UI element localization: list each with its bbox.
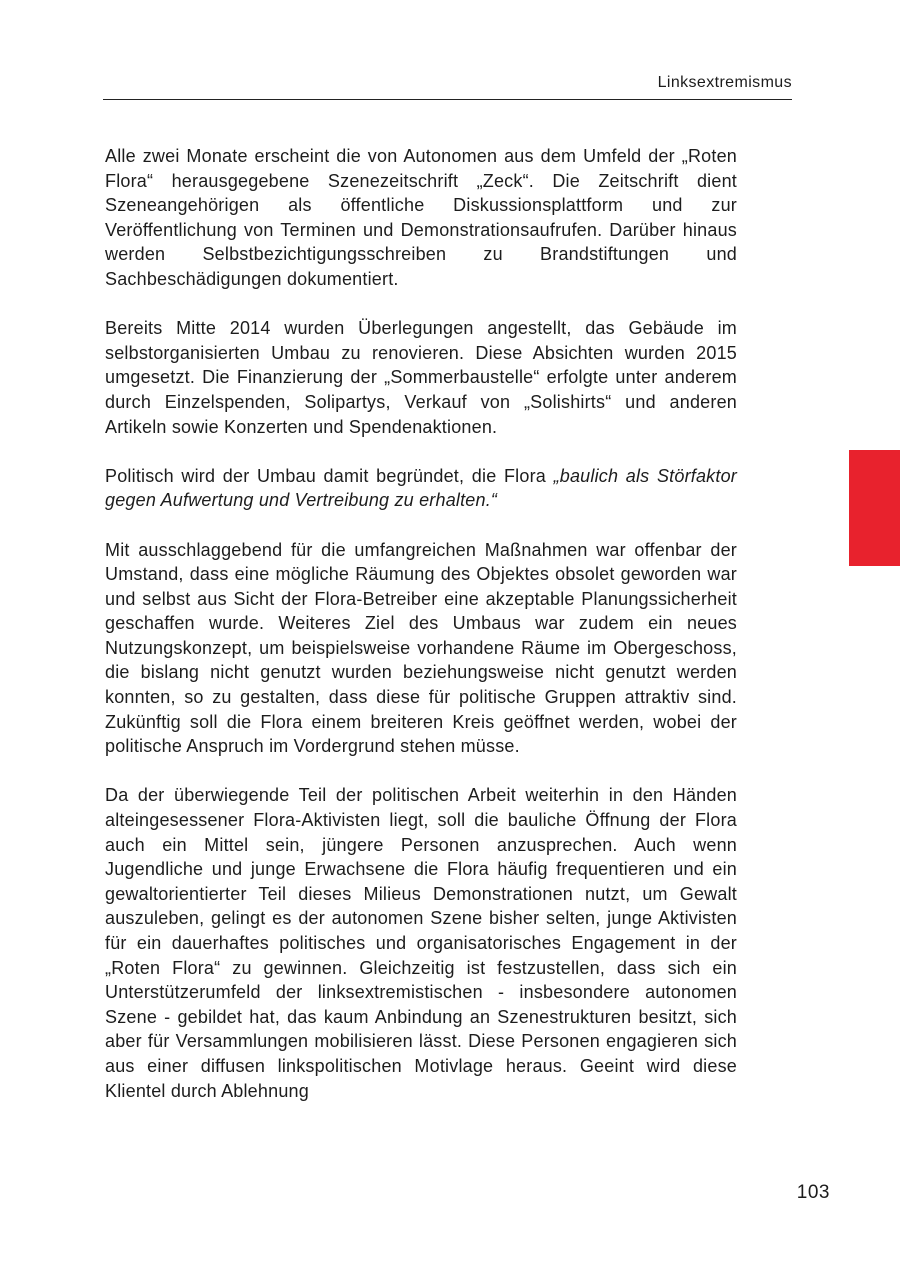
running-head: Linksextremismus — [657, 74, 792, 91]
text-run: Bereits Mitte 2014 wurden Überlegungen angestellt, das Gebäude im selbstorganisierten Umbau zu renovieren. Diese Absichten wurden 2015 umgesetzt. Die Finanzierung der „Sommerbaustelle“ erfolgte unter anderem durch Einzelspenden, Solipartys, Verkauf von „Solishirts“ und anderen Artikeln sowie Konzerten und Spendenaktionen. — [105, 318, 737, 437]
text-run: Alle zwei Monate erscheint die von Autonomen aus dem Umfeld der „Roten Flora“ herausgegebene Szenezeitschrift „Zeck“. Die Zeitschrift dient Szeneangehörigen als öffentliche Diskussionsplattform und zur Veröffentlichung von Terminen und Demonstrationsaufrufen. Darüber hinaus werden Selbstbezichtigungsschreiben zu Brandstiftungen und Sachbeschädigungen dokumentiert. — [105, 146, 737, 289]
paragraph — [105, 538, 737, 759]
body-text — [105, 144, 737, 1103]
text-run: Mit ausschlaggebend für die umfangreichen Maßnahmen war offenbar der Umstand, dass eine mögliche Räumung des Objektes obsolet geworden war und selbst aus Sicht der Flora-Betreiber eine akzeptable Planungssicherheit geschaffen wurde. Weiteres Ziel des Umbaus war zudem ein neues Nutzungskonzept, um beispielsweise vorhandene Räume im Obergeschoss, die bislang nicht genutzt wurden beziehungsweise nicht genutzt werden konnten, so zu gestalten, dass diese für politische Gruppen attraktiv sind. Zukünftig soll die Flora einem breiteren Kreis geöffnet werden, wobei der politische Anspruch im Vordergrund stehen müsse. — [105, 539, 737, 757]
paragraph — [105, 316, 737, 439]
header-rule — [103, 99, 792, 100]
page-header — [103, 74, 792, 100]
paragraph — [105, 464, 737, 513]
page-number: 103 — [796, 1182, 830, 1203]
paragraph — [105, 144, 737, 292]
text-run: Da der überwiegende Teil der politischen Arbeit weiterhin in den Händen alteingesessener Flora-Aktivisten liegt, soll die bauliche Öffnung der Flora auch ein Mittel sein, jüngere Personen anzusprechen. Auch wenn Jugendliche und junge Erwachsene die Flora häufig frequentieren und ein gewaltorientierter Teil dieses Milieus Demonstrationen nutzt, um Gewalt auszuleben, gelingt es der autonomen Szene bisher selten, junge Aktivisten für ein dauerhaftes politisches und organisatorisches Engagement in der „Roten Flora“ zu gewinnen. Gleichzeitig ist festzustellen, dass sich ein Unterstützerumfeld der linksextremistischen - insbesondere autonomen Szene - gebildet hat, das kaum Anbindung an Szenestrukturen besitzt, sich aber für Versammlungen mobilisieren lässt. Diese Personen engagieren sich aus einer diffusen linkspolitischen Motivlage heraus. Geeint wird diese Klientel durch Ablehnung — [105, 785, 737, 1101]
chapter-tab-marker — [849, 450, 900, 566]
text-run: Politisch wird der Umbau damit begründet, die Flora — [105, 465, 554, 486]
paragraph — [105, 783, 737, 1103]
quoted-italic-text-run: „baulich als Störfaktor gegen Aufwertung und Vertreibung zu erhalten.“ — [105, 465, 737, 511]
